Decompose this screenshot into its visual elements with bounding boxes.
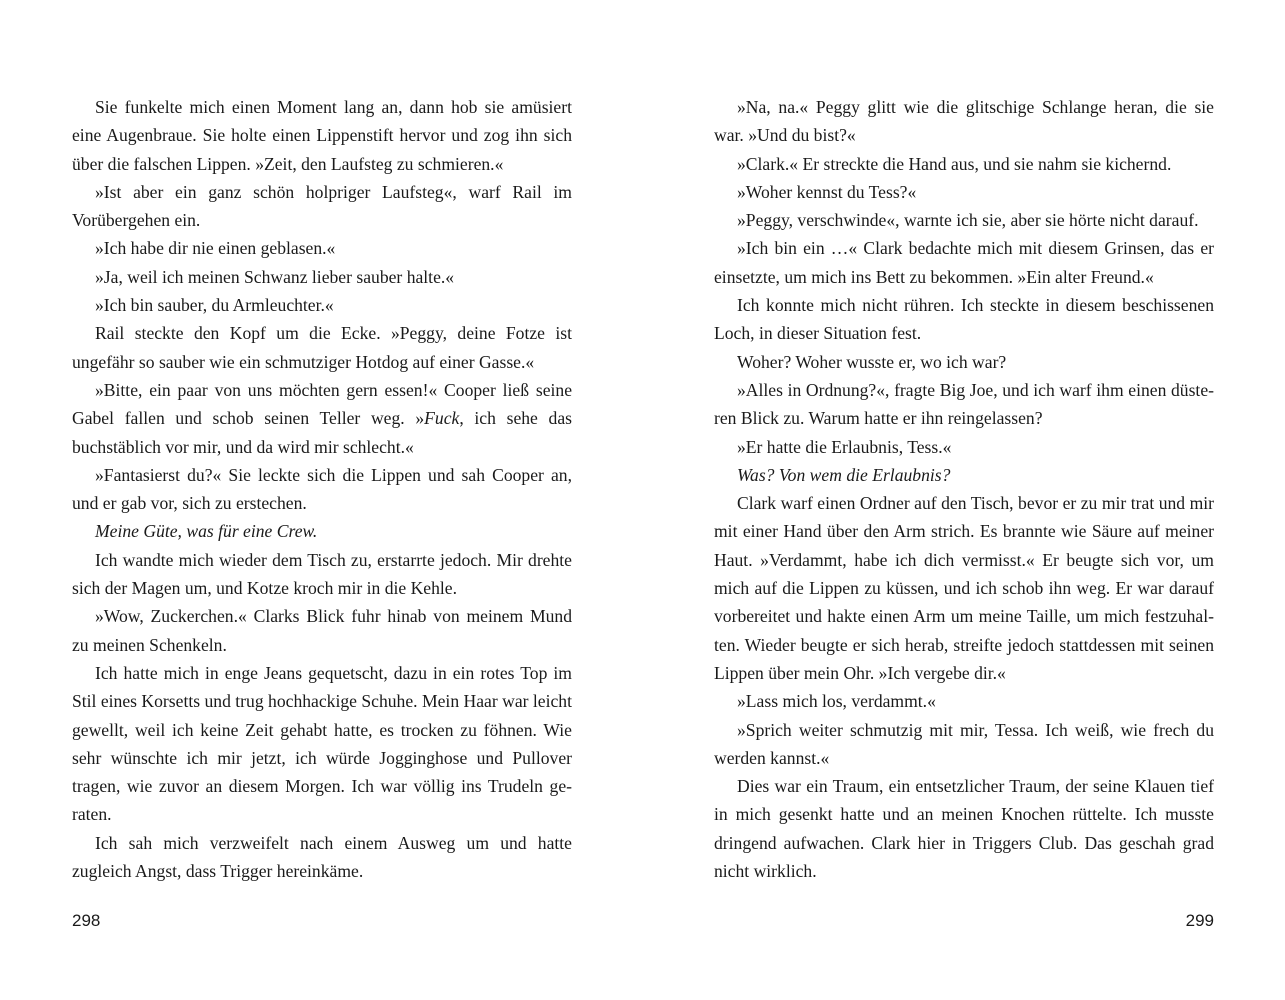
paragraph	[714, 772, 1214, 885]
paragraph	[714, 489, 1214, 687]
text-run: »Na, na.« Peggy glitt wie die glitschige Schlange heran, die sie war. »Und du bist?«	[714, 97, 1214, 146]
paragraph	[72, 93, 572, 178]
text-run: »Lass mich los, verdammt.«	[737, 691, 936, 712]
paragraph	[714, 206, 1214, 234]
left-page	[72, 93, 572, 885]
text-run: »Peggy, verschwinde«, warnte ich sie, aber sie hörte nicht darauf.	[737, 210, 1199, 231]
paragraph	[72, 461, 572, 518]
paragraph	[714, 461, 1214, 489]
paragraph	[714, 348, 1214, 376]
italic-text: Was? Von wem die Erlaubnis?	[737, 464, 951, 485]
paragraph	[714, 376, 1214, 433]
left-page-text	[72, 93, 572, 885]
paragraph	[714, 716, 1214, 773]
text-run: »Bitte, ein paar von uns möchten gern essen!« Cooper ließ seine Gabel fallen und schob seinen Teller weg. »	[72, 379, 572, 429]
text-run: »Ich bin sauber, du Armleuchter.«	[95, 295, 334, 316]
text-run: Woher? Woher wusste er, wo ich war?	[737, 351, 1007, 372]
paragraph	[72, 291, 572, 319]
text-run: Rail steckte den Kopf um die Ecke. »Peggy, deine Fotze ist ungefähr so sauber wie ein schmutziger Hotdog auf einer Gasse.«	[72, 323, 572, 372]
text-run: Ich konnte mich nicht rühren. Ich steckte in diesem beschissenen Loch, in dieser Situation fest.	[714, 295, 1214, 344]
paragraph	[72, 602, 572, 659]
paragraph	[72, 234, 572, 262]
paragraph	[714, 93, 1214, 150]
paragraph	[72, 263, 572, 291]
italic-text: Meine Güte, was für eine Crew.	[95, 521, 318, 542]
paragraph	[72, 376, 572, 461]
right-page-number: 299	[1185, 911, 1214, 930]
paragraph	[714, 291, 1214, 348]
text-run: Ich sah mich verzweifelt nach einem Ausweg um und hatte zugleich Angst, dass Trigger hereinkäme.	[72, 832, 572, 882]
text-run: Sie funkelte mich einen Moment lang an, dann hob sie amüsiert eine Augenbraue. Sie holte einen Lippenstift hervor und zog ihn sich über die falschen Lippen. »Zeit, den Laufsteg zu schmieren.«	[72, 97, 572, 174]
right-page-text	[714, 93, 1214, 885]
text-run: »Ich habe dir nie einen geblasen.«	[95, 238, 336, 259]
text-run: , ich sehe das buchstäblich vor mir, und da wird mir schlecht.«	[72, 408, 572, 457]
text-run: »Woher kennst du Tess?«	[737, 181, 917, 202]
text-run: »Wow, Zuckerchen.« Clarks Blick fuhr hinab von meinem Mund zu meinen Schenkeln.	[72, 606, 572, 655]
text-run: Dies war ein Traum, ein entsetzlicher Traum, der seine Klauen tief in mich gesenkt hatte und an meinen Knochen rüttelte. Ich musste dringend aufwachen. Clark hier in Triggers Club. Das geschah grad nicht wirklich.	[714, 776, 1214, 882]
paragraph	[714, 178, 1214, 206]
text-run: »Ist aber ein ganz schön holpriger Laufsteg«, warf Rail im Vorübergehen ein.	[72, 181, 572, 231]
text-run: »Ich bin ein …« Clark bedachte mich mit diesem Grinsen, das er einsetzte, um mich ins Bett zu bekommen. »Ein alter Freund.«	[714, 238, 1214, 287]
text-run: Ich wandte mich wieder dem Tisch zu, erstarrte jedoch. Mir drehte sich der Magen um, und Kotze kroch mir in die Kehle.	[72, 549, 572, 599]
text-run: »Sprich weiter schmutzig mit mir, Tessa. Ich weiß, wie frech du werden kannst.«	[714, 719, 1214, 768]
paragraph	[72, 829, 572, 886]
text-run: »Alles in Ordnung?«, fragte Big Joe, und ich warf ihm einen düsteren Blick zu. Warum hatte er ihn reingelassen?	[714, 379, 1214, 429]
paragraph	[72, 517, 572, 545]
right-page	[714, 93, 1214, 885]
text-run: »Fantasierst du?« Sie leckte sich die Lippen und sah Cooper an, und er gab vor, sich zu erstechen.	[72, 464, 572, 514]
paragraph	[714, 433, 1214, 461]
paragraph	[72, 178, 572, 235]
text-run: »Clark.« Er streckte die Hand aus, und sie nahm sie kichernd.	[737, 153, 1172, 174]
left-page-number: 298	[72, 911, 101, 930]
text-run: Ich hatte mich in enge Jeans gequetscht, dazu in ein rotes Top im Stil eines Korsetts und trug hochhackige Schuhe. Mein Haar war leicht gewellt, weil ich keine Zeit gehabt hatte, es trocken zu föhnen. Wie sehr wünschte ich mir jetzt, ich würde Jogginghose und Pullover tragen, wie zuvor an diesem Morgen. Ich war völlig ins Trudeln geraten.	[72, 662, 572, 825]
text-run: »Ja, weil ich meinen Schwanz lieber sauber halte.«	[95, 266, 455, 287]
text-run: Clark warf einen Ordner auf den Tisch, bevor er zu mir trat und mir mit einer Hand über den Arm strich. Es brannte wie Säure auf meiner Haut. »Verdammt, habe ich dich vermisst.« Er beugte sich vor, um mich auf die Lippen zu küssen, und ich schob ihn weg. Er war darauf vorbereitet und hakte einen Arm um meine Taille, um mich festzuhalten. Wieder beugte er sich herab, streifte jedoch stattdessen mit seinen Lippen über mein Ohr. »Ich vergebe dir.«	[714, 493, 1214, 683]
italic-text: Fuck	[424, 408, 460, 429]
paragraph	[72, 546, 572, 603]
paragraph	[714, 687, 1214, 715]
paragraph	[714, 234, 1214, 291]
paragraph	[72, 659, 572, 829]
paragraph	[72, 319, 572, 376]
paragraph	[714, 150, 1214, 178]
text-run: »Er hatte die Erlaubnis, Tess.«	[737, 436, 952, 457]
